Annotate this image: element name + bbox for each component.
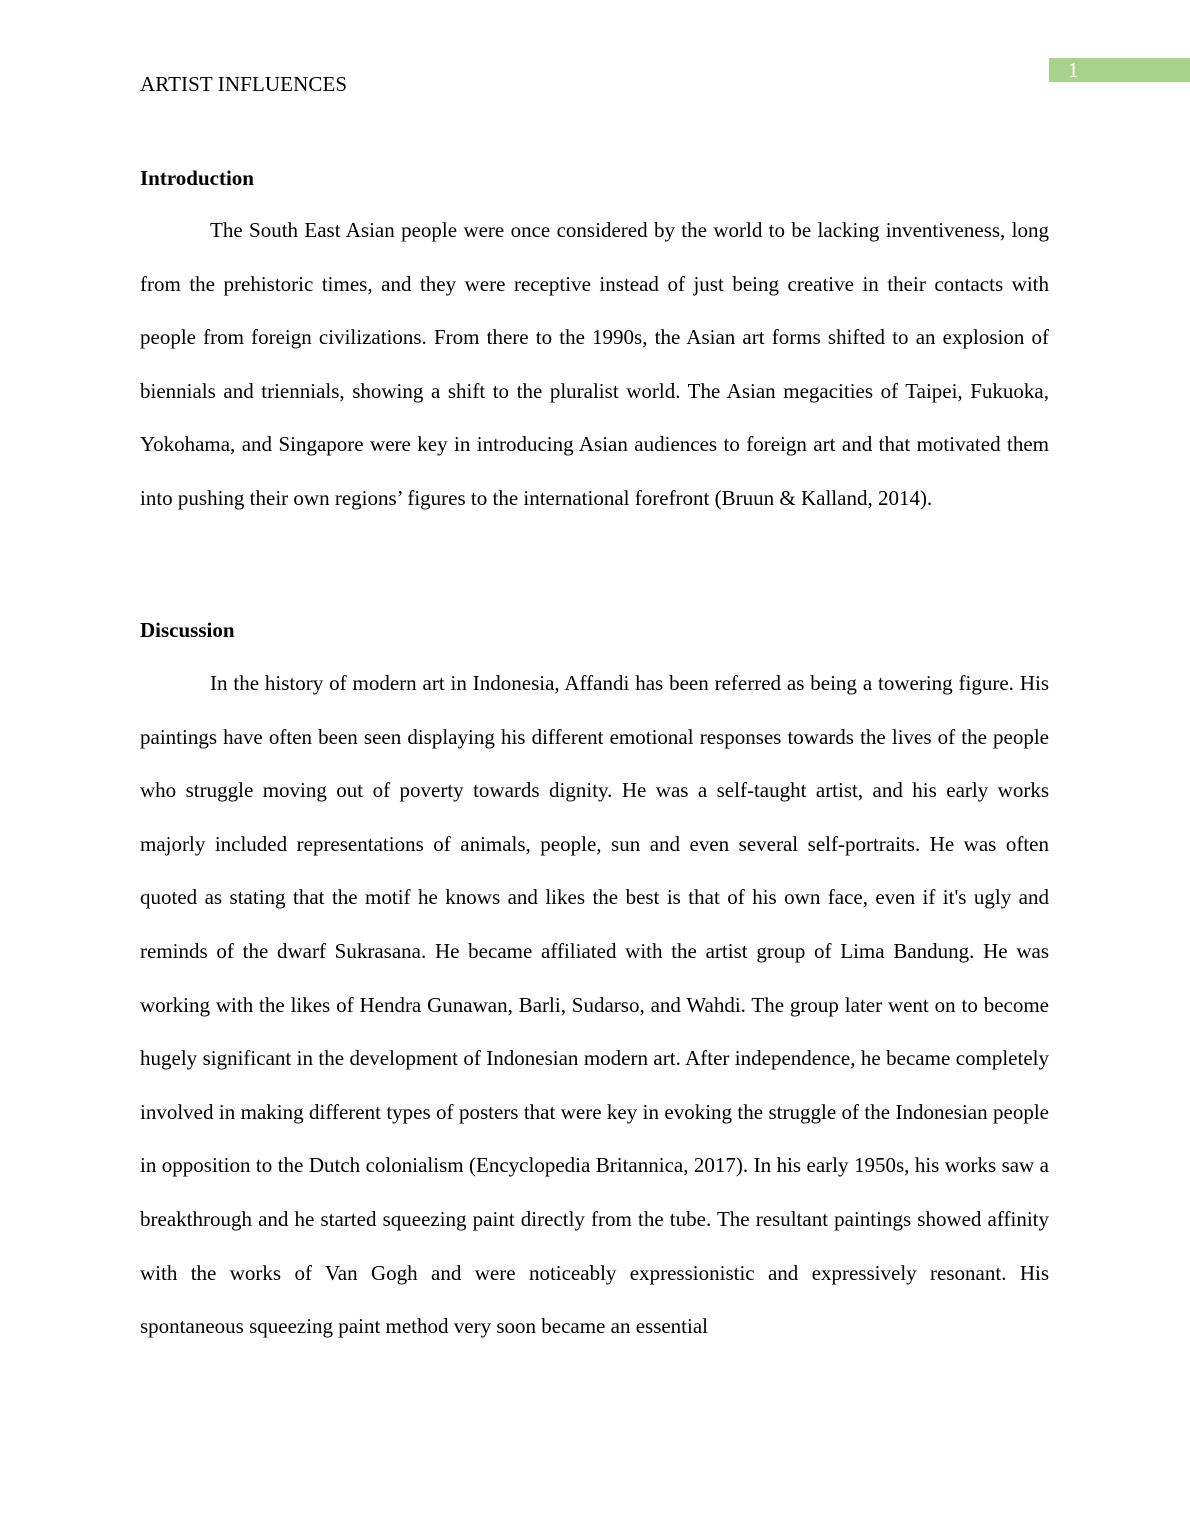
heading-introduction: Introduction [140,166,254,190]
heading-discussion: Discussion [140,618,235,642]
page-number-box [1049,58,1190,82]
page-number: 1 [1068,58,1079,82]
running-head: ARTIST INFLUENCES [140,72,348,96]
paragraph-discussion: In the history of modern art in Indonesia, Affandi has been referred as being a towering figure. His paintings have often been seen displaying his different emotional responses towards the lives of the people who struggle moving out of poverty towards dignity. He was a self-taught artist, and his early works majorly included representations of animals, people, sun and even several self-portraits. He was often quoted as stating that the motif he knows and likes the best is that of his own face, even if it's ugly and reminds of the dwarf Sukrasana. He became affiliated with the artist group of Lima Bandung. He was working with the likes of Hendra Gunawan, Barli, Sudarso, and Wahdi. The group later went on to become hugely significant in the development of Indonesian modern art. After independence, he became completely involved in making different types of posters that were key in evoking the struggle of the Indonesian people in opposition to the Dutch colonialism (Encyclopedia Britannica, 2017). In his early 1950s, his works saw a breakthrough and he started squeezing paint directly from the tube. The resultant paintings showed affinity with the works of Van Gogh and were noticeably expressionistic and expressively resonant. His spontaneous squeezing paint method very soon became an essential [140,671,1049,1339]
paragraph-introduction: The South East Asian people were once considered by the world to be lacking inventiveness, long from the prehistoric times, and they were receptive instead of just being creative in their contacts with people from foreign civilizations. From there to the 1990s, the Asian art forms shifted to an explosion of biennials and triennials, showing a shift to the pluralist world. The Asian megacities of Taipei, Fukuoka, Yokohama, and Singapore were key in introducing Asian audiences to foreign art and that motivated them into pushing their own regions’ figures to the international forefront (Bruun & Kalland, 2014). [140,218,1049,510]
